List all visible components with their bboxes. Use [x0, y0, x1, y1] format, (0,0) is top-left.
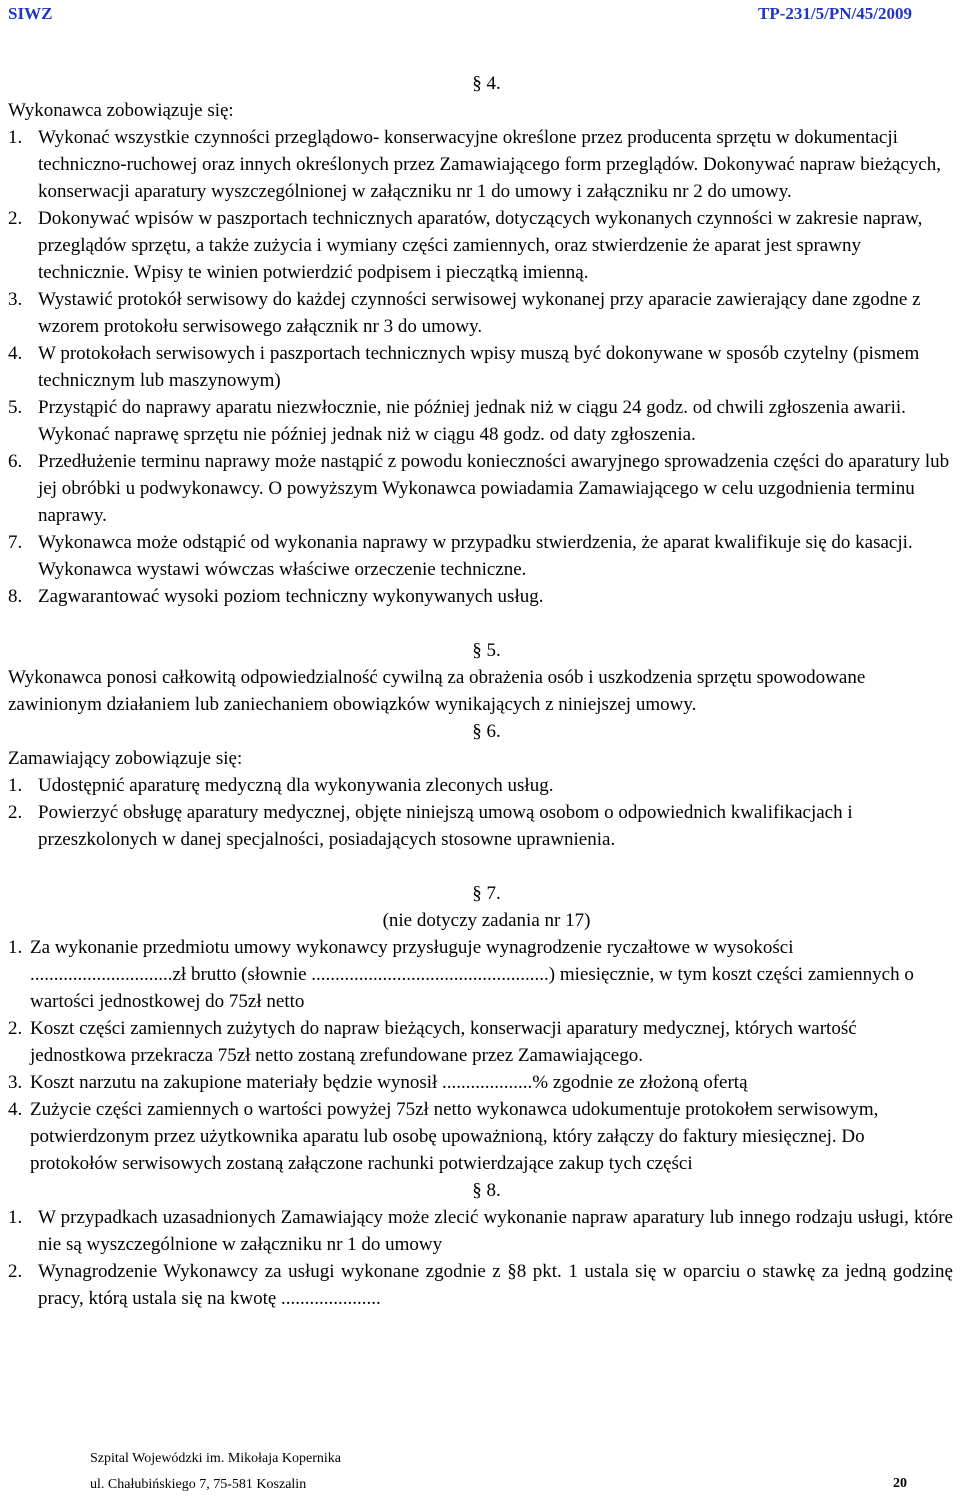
section-7-title: § 7.: [472, 883, 501, 904]
list-item: 8. Zagwarantować wysoki poziom techniczny wykonywanych usług.: [8, 586, 544, 607]
section-7-subtitle: (nie dotyczy zadania nr 17): [382, 910, 591, 931]
section-5-text: Wykonawca ponosi całkowitą odpowiedzialność cywilną za obrażenia osób i uszkodzenia sprzętu spowodowane zawinionym działaniem lub zaniechaniem obowiązków wynikających z niniejszej umowy.: [8, 667, 866, 715]
list-item: 1. Wykonać wszystkie czynności przeglądowo- konserwacyjne określone przez producenta sprzętu w dokumentacji techniczno-ruchowej oraz innych określonych przez Zamawiającego form przeglądów. Dokonywać napraw bieżących, konserwacji aparatury wyszczególnionej w załączniku nr 1 do umowy i załączniku nr 2 do umowy.: [8, 127, 941, 202]
document-body: [8, 70, 953, 1312]
list-item: 3. Koszt narzutu na zakupione materiały będzie wynosił ...................% zgodnie ze złożoną ofertą: [8, 1072, 748, 1093]
list-item: 2. Koszt części zamiennych zużytych do napraw bieżących, konserwacji aparatury medycznej, których wartość jednostkowa przekracza 75zł netto zostaną zrefundowane przez Zamawiającego.: [8, 1018, 857, 1066]
footer-address: ul. Chałubińskiego 7, 75-581 Koszalin: [90, 1477, 307, 1492]
list-item: 7. Wykonawca może odstąpić od wykonania naprawy w przypadku stwierdzenia, że aparat kwalifikuje się do kasacji. Wykonawca wystawi wówczas właściwe orzeczenie techniczne.: [8, 532, 913, 580]
list-item: 1. W przypadkach uzasadnionych Zamawiający może zlecić wykonanie napraw aparatury lub innego rodzaju usługi, które nie są wyszczególnione w załączniku nr 1 do umowy: [8, 1207, 953, 1255]
list-item: 4. Zużycie części zamiennych o wartości powyżej 75zł netto wykonawca udokumentuje protokołem serwisowym, potwierdzonym przez użytkownika aparatu lub osobę upoważnioną, który załączy do faktury miesięcznej. Do protokołów serwisowych zostaną załączone rachunki potwierdzające zakup tych części: [8, 1099, 879, 1174]
list-item: 2. Powierzyć obsługę aparatury medycznej, objęte niniejszą umową osobom o odpowiednich kwalifikacjach i przeszkolonych w danej specjalności, posiadających stosowne uprawnienia.: [8, 802, 853, 850]
section-6-intro: Zamawiający zobowiązuje się:: [8, 748, 243, 769]
section-8-title: § 8.: [472, 1180, 501, 1201]
page-number: 20: [893, 1476, 907, 1491]
list-item: 1. Udostępnić aparaturę medyczną dla wykonywania zleconych usług.: [8, 775, 554, 796]
section-5-title: § 5.: [472, 640, 501, 661]
header-siwz: SIWZ: [8, 4, 53, 23]
list-item: 3. Wystawić protokół serwisowy do każdej czynności serwisowej wykonanej przy aparacie zawierający dane zgodne z wzorem protokołu serwisowego załącznik nr 3 do umowy.: [8, 289, 921, 337]
list-item: 2. Wynagrodzenie Wykonawcy za usługi wykonane zgodnie z §8 pkt. 1 ustala się w oparciu o stawkę za jedną godzinę pracy, którą ustala się na kwotę .....................: [8, 1261, 953, 1309]
list-item: 2. Dokonywać wpisów w paszportach technicznych aparatów, dotyczących wykonanych czynności w zakresie napraw, przeglądów sprzętu, a także zużycia i wymiany części zamiennych, oraz stwierdzenie że aparat jest sprawny technicznie. Wpisy te winien potwierdzić podpisem i pieczątką imienną.: [8, 208, 923, 283]
footer-organization: Szpital Wojewódzki im. Mikołaja Kopernika: [90, 1451, 341, 1466]
header-reference: TP-231/5/PN/45/2009: [758, 4, 912, 23]
list-item: 6. Przedłużenie terminu naprawy może nastąpić z powodu konieczności awaryjnego sprowadzenia części do aparatury lub jej obróbki u podwykonawcy. O powyższym Wykonawca powiadamia Zamawiającego w celu uzgodnienia terminu naprawy.: [8, 451, 950, 526]
section-6-title: § 6.: [472, 721, 501, 742]
list-item: 1. Za wykonanie przedmiotu umowy wykonawcy przysługuje wynagrodzenie ryczałtowe w wysokości ..............................zł brutto (słownie ..................................................) miesięcznie, w tym koszt części zamiennych o wartości jednostkowej do 75zł netto: [8, 937, 914, 1012]
list-item: 5. Przystąpić do naprawy aparatu niezwłocznie, nie później jednak niż w ciągu 24 godz. od chwili zgłoszenia awarii. Wykonać naprawę sprzętu nie później jednak niż w ciągu 48 godz. od daty zgłoszenia.: [8, 397, 906, 445]
section-4-intro: Wykonawca zobowiązuje się:: [8, 100, 234, 121]
section-4-title: § 4.: [472, 73, 501, 94]
list-item: 4. W protokołach serwisowych i paszportach technicznych wpisy muszą być dokonywane w sposób czytelny (pismem technicznym lub maszynowym): [8, 343, 920, 391]
